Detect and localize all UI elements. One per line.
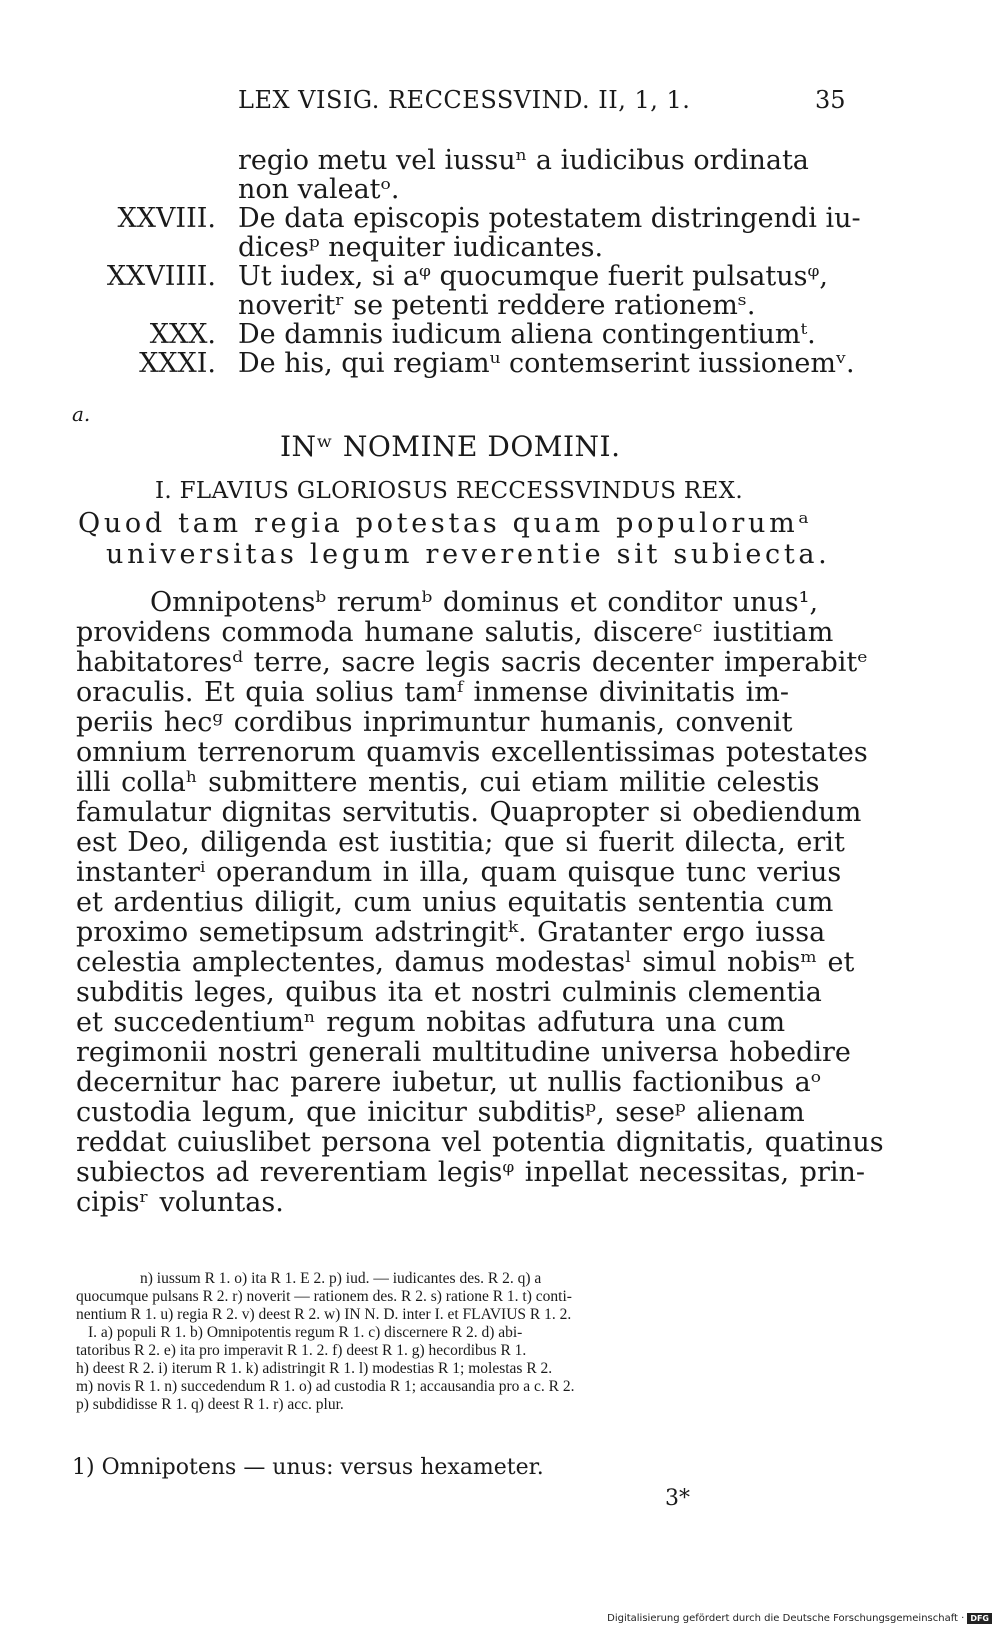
- body-line: est Deo, diligenda est iustitia; que si fuerit dilecta, erit: [76, 827, 845, 858]
- running-title: LEX VISIG. RECCESSVIND. II, 1, 1.: [238, 86, 691, 114]
- chapter-list-line: dicesᵖ nequiter iudicantes.: [238, 232, 604, 263]
- body-line: decernitur hac parere iubetur, ut nullis factionibus aᵒ: [76, 1067, 822, 1098]
- law-title: I. FLAVIUS GLORIOSUS RECCESSVINDUS REX.: [155, 478, 743, 504]
- body-line: illi collaʰ submittere mentis, cui etiam militie celestis: [76, 767, 820, 798]
- body-line: subditis leges, quibus ita et nostri culminis clementia: [76, 977, 822, 1008]
- credit-text: Digitalisierung gefördert durch die Deutsche Forschungsgemeinschaft ·: [607, 1613, 965, 1624]
- body-line: et succedentiumⁿ regum nobitas adfutura una cum: [76, 1007, 786, 1038]
- footnote-line: p) subdidisse R 1. q) deest R 1. r) acc. plur.: [76, 1396, 344, 1413]
- chapter-list-line: noveritʳ se petenti reddere rationemˢ.: [238, 290, 756, 321]
- sheet-signature: 3*: [665, 1486, 690, 1511]
- footnote-line: n) iussum R 1. o) ita R 1. E 2. p) iud. — iudicantes des. R 2. q) a: [140, 1270, 542, 1287]
- body-line: omnium terrenorum quamvis excellentissimas potestates: [76, 737, 868, 768]
- chapter-list-line: regio metu vel iussuⁿ a iudicibus ordinata: [238, 145, 809, 176]
- body-line: et ardentius diligit, cum unius equitatis sententia cum: [76, 887, 834, 918]
- chapter-list-line: XXVIII. De data episcopis potestatem distringendi iu-: [117, 203, 861, 234]
- footnote-line: quocumque pulsans R 2. r) noverit — rationem des. R 2. s) ratione R 1. t) conti-: [76, 1288, 572, 1305]
- body-line: custodia legum, que inicitur subditisᵖ, seseᵖ alienam: [76, 1097, 805, 1128]
- body-line: subiectos ad reverentiam legisᵠ inpellat necessitas, prin-: [76, 1157, 866, 1188]
- footnote-line: nentium R 1. u) regia R 2. v) deest R 2. w) IN N. D. inter I. et FLAVIUS R 1. 2.: [76, 1306, 572, 1323]
- body-line: oraculis. Et quia solius tamᶠ inmense divinitatis im-: [76, 677, 789, 708]
- footnote-line: m) novis R 1. n) succedendum R 1. o) ad custodia R 1; accausandia pro a c. R 2.: [76, 1378, 575, 1395]
- dfg-logo: DFG: [967, 1613, 992, 1624]
- body-line: reddat cuiuslibet persona vel potentia dignitatis, quatinus: [76, 1127, 884, 1158]
- page-number: 35: [815, 86, 846, 114]
- body-line: celestia amplectentes, damus modestasˡ simul nobisᵐ et: [76, 947, 855, 978]
- digitization-credit: [607, 1613, 992, 1624]
- body-line: cipisʳ voluntas.: [76, 1187, 284, 1218]
- footnote-line: I. a) populi R 1. b) Omnipotentis regum R 1. c) discernere R 2. d) abi-: [88, 1324, 523, 1341]
- commentary-note: 1) Omnipotens — unus: versus hexameter.: [72, 1455, 544, 1480]
- chapter-list-line: non valeatᵒ.: [238, 174, 400, 205]
- section-heading: INʷ NOMINE DOMINI.: [280, 430, 621, 463]
- body-line: proximo semetipsum adstringitᵏ. Gratanter ergo iussa: [76, 917, 826, 948]
- footnote-line: h) deest R 2. i) iterum R 1. k) adistringit R 1. l) modestias R 1; molestas R 2.: [76, 1360, 553, 1377]
- body-line: providens commoda humane salutis, discereᶜ iustitiam: [76, 617, 834, 648]
- body-line: famulatur dignitas servitutis. Quapropter si obediendum: [76, 797, 862, 828]
- rubric-line: Quod tam regia potestas quam populorumᵃ: [78, 508, 813, 539]
- margin-mark: a.: [72, 402, 91, 426]
- footnote-line: tatoribus R 2. e) ita pro imperavit R 1. 2. f) deest R 1. g) hecordibus R 1.: [76, 1342, 527, 1359]
- chapter-list-line: XXXI. De his, qui regiamᵘ contemserint iussionemᵛ.: [139, 348, 855, 379]
- body-line: regimonii nostri generali multitudine universa hobedire: [76, 1037, 851, 1068]
- body-line: Omnipotensᵇ rerumᵇ dominus et conditor unus¹,: [150, 587, 819, 618]
- chapter-list-line: XXVIIII. Ut iudex, si aᵠ quocumque fuerit pulsatusᵠ,: [106, 261, 828, 292]
- body-line: instanterⁱ operandum in illa, quam quisque tunc verius: [76, 857, 842, 888]
- rubric-line: universitas legum reverentie sit subiecta.: [106, 539, 831, 570]
- chapter-list-line: XXX. De damnis iudicum aliena contingentiumᵗ.: [149, 319, 816, 350]
- body-line: habitatoresᵈ terre, sacre legis sacris decenter imperabitᵉ: [76, 647, 868, 678]
- body-line: periis hecᵍ cordibus inprimuntur humanis, convenit: [76, 707, 793, 738]
